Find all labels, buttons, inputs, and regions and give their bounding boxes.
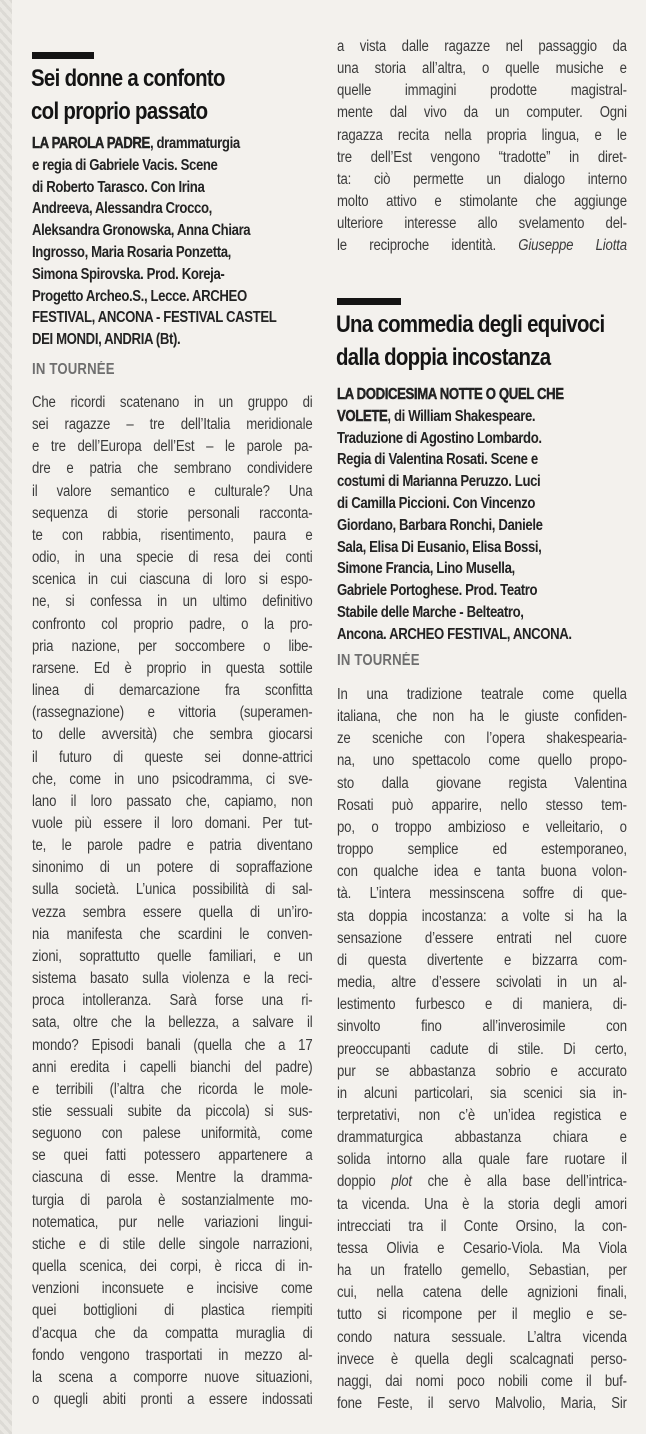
text-line: con qualche idea e tanta buona volon- bbox=[337, 863, 627, 881]
text-line: sinvolto fino all’inverosimile con bbox=[337, 1018, 627, 1036]
text-line: costumi di Marianna Peruzzo. Luci bbox=[337, 473, 541, 491]
text-line: ta vicenda. Una è la storia degli amori bbox=[337, 1195, 627, 1213]
text-line: lestimento furbesco e di maniera, di- bbox=[337, 996, 627, 1014]
article1-credits bbox=[32, 133, 313, 351]
article1-title-line1: Sei donne a confonto bbox=[31, 65, 225, 92]
text-line: vuole più essere il loro domani. Per tut- bbox=[32, 814, 313, 832]
text-line: di Roberto Tarasco. Con Irina bbox=[32, 178, 205, 196]
text-line: venzioni inconsuete e incisive come bbox=[32, 1280, 313, 1298]
text-line: tutto si ricompone per il meglio e se- bbox=[337, 1306, 627, 1324]
article2-title-line1: Una commedia degli equivoci bbox=[336, 311, 605, 338]
text-line: tre dell’Est vengono “tradotte” in diret- bbox=[337, 148, 627, 166]
text-line: e terribili (l’altra che ricorda le mole- bbox=[32, 1080, 313, 1098]
text-line bbox=[32, 133, 313, 155]
text-line: ta: ciò permette un dialogo interno bbox=[337, 170, 627, 188]
text-line: media, altre d’essere scivolati in un al- bbox=[337, 974, 627, 992]
text-line: una storia all’altra, o quelle musiche e bbox=[337, 60, 627, 78]
text-line: ne, si confessa in un ultimo definitivo bbox=[32, 593, 313, 611]
text-line: Che ricordi scatenano in un gruppo di bbox=[32, 394, 313, 411]
text-line: Simone Francia, Lino Musella, bbox=[337, 560, 515, 578]
text-segment: , drammaturgia bbox=[149, 135, 240, 152]
text-line: vezza sembra essere quella di un’iro- bbox=[32, 903, 313, 921]
article2-tournee-label: IN TOURNÉE bbox=[337, 652, 420, 669]
text-line: a vista dalle ragazze nel passaggio da bbox=[337, 38, 627, 55]
article2-credits bbox=[337, 384, 627, 646]
text-line: solida intorno alla quale fare ruotare il bbox=[337, 1151, 627, 1169]
text-line: molto attivo e stimolante che aggiunge bbox=[337, 193, 627, 211]
text-line: quei bottiglioni di plastica riempiti bbox=[32, 1302, 313, 1320]
article1-body-column2 bbox=[337, 36, 627, 258]
text-line: Progetto Archeo.S., Lecce. ARCHEO bbox=[32, 287, 247, 305]
text-line: quelle immagini prodotte magistral- bbox=[337, 82, 627, 100]
text-line bbox=[337, 235, 627, 257]
text-line: Aleksandra Gronowska, Anna Chiara bbox=[32, 222, 251, 240]
article2-title bbox=[336, 308, 626, 374]
text-line: zioni, soprattutto quelle familiari, e un bbox=[32, 947, 313, 965]
text-line: italiana, che non ha le giuste confiden- bbox=[337, 708, 627, 726]
text-line: Ancona. ARCHEO FESTIVAL, ANCONA. bbox=[337, 625, 572, 643]
text-line: Gabriele Portoghese. Prod. Teatro bbox=[337, 582, 538, 600]
text-line: ragazza recita nella propria lingua, e le bbox=[337, 126, 627, 144]
scan-edge-strip bbox=[0, 0, 12, 1434]
text-line: drammaturgica abbastanza chiara e bbox=[337, 1129, 627, 1147]
text-line bbox=[337, 1171, 627, 1193]
text-line: sata, oltre che la bellezza, a salvare il bbox=[32, 1014, 313, 1032]
text-line: ze sceniche con l’opera shakespearia- bbox=[337, 730, 627, 748]
text-line: condo natura sessuale. L’altra vicenda bbox=[337, 1328, 627, 1346]
text-line: DEI MONDI, ANDRIA (Bt). bbox=[32, 331, 181, 349]
text-line: seguono con palese uniformità, come bbox=[32, 1125, 313, 1143]
text-line: il valore semantico e culturale? Una bbox=[32, 482, 313, 500]
text-line: sta doppia incostanza: a volte si ha la bbox=[337, 907, 627, 925]
italic-text: plot bbox=[391, 1173, 412, 1191]
text-line: te con rabbia, risentimento, paura e bbox=[32, 526, 313, 544]
text-line: sequenza di storie personali racconta- bbox=[32, 504, 313, 522]
text-line: odio, in una specie di resa dei conti bbox=[32, 549, 313, 567]
text-line bbox=[337, 384, 627, 406]
text-line: na, uno spettacolo come quello propo- bbox=[337, 752, 627, 770]
text-line: sinonimo di un potere di sopraffazione bbox=[32, 859, 313, 877]
text-line: cui, nella catena delle agnizioni finali, bbox=[337, 1284, 627, 1302]
text-line: stiche e di stile delle singole narrazioni, bbox=[32, 1235, 313, 1253]
text-line: scenica in cui ciascuna di loro si espo- bbox=[32, 571, 313, 589]
text-line: Giordano, Barbara Ronchi, Daniele bbox=[337, 516, 543, 534]
text-line: sto dalla giovane regista Valentina bbox=[337, 774, 627, 792]
text-line: intrecciati tra il Conte Orsino, la con- bbox=[337, 1217, 627, 1235]
text-line: turgia di parola è sostanzialmente mo- bbox=[32, 1191, 313, 1209]
article1-title bbox=[31, 62, 312, 128]
text-line: stie sessuali subite da piccola) si sus- bbox=[32, 1103, 313, 1120]
text-line: di Camilla Piccioni. Con Vincenzo bbox=[337, 494, 535, 512]
text-line: e regia di Gabriele Vacis. Scene bbox=[32, 156, 218, 174]
text-line: ulteriore interesse allo svelamento del- bbox=[337, 215, 627, 233]
show-title: LA DODICESIMA NOTTE O QUEL CHE bbox=[337, 386, 564, 403]
text-line: se quei fatti potessero appartenere a bbox=[32, 1147, 313, 1165]
text-line: In una tradizione teatrale come quella bbox=[337, 686, 627, 703]
text-line: dre e patria che sembrano condividere bbox=[32, 460, 313, 478]
text-line: fone Feste, il servo Malvolio, Maria, Sir bbox=[337, 1395, 627, 1412]
text-line: rarsene. Ed è proprio in questa sottile bbox=[32, 659, 313, 677]
text-line: sistema basato sulla violenza e la reci- bbox=[32, 970, 313, 988]
text-line: anni eredita i capelli bianchi del padre) bbox=[32, 1058, 313, 1076]
text-line: (rassegnazione) e vittoria (superamen- bbox=[32, 704, 313, 722]
italic-text: Giuseppe Liotta bbox=[518, 237, 627, 255]
text-line: confronto col proprio padre, o la pro- bbox=[32, 615, 313, 633]
text-line: te, le parole padre e patria diventano bbox=[32, 837, 313, 855]
text-line: nia manifesta che scardini le conven- bbox=[32, 925, 313, 943]
article2-rule bbox=[337, 298, 401, 305]
text-line: to delle avversità) che sembra giocarsi bbox=[32, 726, 313, 744]
text-line: FESTIVAL, ANCONA - FESTIVAL CASTEL bbox=[32, 309, 277, 327]
article1-title-line2: col proprio passato bbox=[31, 98, 208, 125]
text-line: naggi, dai nomi poco nobili come il buf- bbox=[337, 1372, 627, 1390]
text-line: pria nazione, per soccombere o libe- bbox=[32, 637, 313, 655]
text-line: in alcuni particolari, sia scenici sia in- bbox=[337, 1084, 627, 1102]
text-line: fondo vengono trasportati in mezzo al- bbox=[32, 1346, 313, 1364]
text-line: o quegli abiti pronti a essere indossati bbox=[32, 1391, 313, 1409]
text-line: tà. L’intera messinscena soffre di que- bbox=[337, 885, 627, 903]
text-line: Stabile delle Marche - Belteatro, bbox=[337, 603, 524, 621]
article1-rule bbox=[32, 52, 94, 59]
article1-tournee-label: IN TOURNÉE bbox=[32, 361, 115, 378]
text-line: sei ragazze – tre dell’Italia meridionale bbox=[32, 416, 313, 434]
text-line: d’acqua che da compatta muraglia di bbox=[32, 1324, 313, 1342]
article1-body-column1 bbox=[32, 392, 313, 1411]
text-line bbox=[337, 406, 627, 428]
text-line: sensazione d’essere entrati nel cuore bbox=[337, 929, 627, 947]
text-line: troppo semplice ed estemporaneo, bbox=[337, 841, 627, 859]
text-line: pur se abbastanza sobrio e accurato bbox=[337, 1062, 627, 1080]
text-line: sulla società. L’unica possibilità di sal- bbox=[32, 881, 313, 899]
text-line: Regia di Valentina Rosati. Scene e bbox=[337, 451, 538, 469]
text-line: po, o troppo ambizioso e velleitario, o bbox=[337, 818, 627, 836]
show-title: VOLETE bbox=[337, 407, 388, 425]
show-title: LA PAROLA PADRE bbox=[32, 135, 150, 152]
text-segment: che è alla base dell’intrica- bbox=[411, 1173, 627, 1191]
text-line: terpretativi, non c’è un’idea registica e bbox=[337, 1106, 627, 1124]
article2-title-line2: dalla doppia incostanza bbox=[336, 344, 551, 371]
text-line: Ingrosso, Maria Rosaria Ponzetta, bbox=[32, 243, 231, 261]
text-line: e tre dell’Europa dell’Est – le parole pa- bbox=[32, 438, 313, 456]
text-line: Rosati può apparire, nello stesso tem- bbox=[337, 796, 627, 814]
text-line: la scena a comporre nuove situazioni, bbox=[32, 1368, 313, 1386]
text-line: invece è quella degli scalcagnati perso- bbox=[337, 1350, 627, 1368]
text-line: il futuro di queste sei donne-attrici bbox=[32, 748, 313, 766]
text-line: quella scenica, dei corpi, è ricca di in- bbox=[32, 1258, 313, 1276]
text-line: Simona Spirovska. Prod. Koreja- bbox=[32, 265, 225, 283]
text-line: ha un fratello gemello, Sebastian, per bbox=[337, 1262, 627, 1280]
text-line: ciascuna di esse. Mentre la dramma- bbox=[32, 1169, 313, 1187]
text-line: notematica, pur nelle variazioni lingui- bbox=[32, 1213, 313, 1231]
text-line: linea di demarcazione fra sconfitta bbox=[32, 682, 313, 700]
text-segment: le reciproche identità. bbox=[337, 237, 519, 255]
text-line: mondo? Episodi banali (quella che a 17 bbox=[32, 1036, 313, 1054]
text-line: preoccupanti cadute di stile. Di certo, bbox=[337, 1040, 627, 1058]
text-segment: , di William Shakespeare. bbox=[387, 407, 536, 425]
text-line: di questa divertente e bizzarra com- bbox=[337, 951, 627, 969]
text-line: lano il loro passato che, capiamo, non bbox=[32, 792, 313, 810]
text-line: Sala, Elisa Di Eusanio, Elisa Bossi, bbox=[337, 538, 542, 556]
text-line: tessa Olivia e Cesario-Viola. Ma Viola bbox=[337, 1239, 627, 1257]
text-line: che, come in uno psicodramma, ci sve- bbox=[32, 770, 313, 788]
text-line: Andreeva, Alessandra Crocco, bbox=[32, 200, 212, 218]
text-line: mente dal vivo da un computer. Ogni bbox=[337, 104, 627, 122]
text-line: Traduzione di Agostino Lombardo. bbox=[337, 429, 542, 447]
text-segment: doppio bbox=[337, 1173, 392, 1191]
text-line: proca intolleranza. Sarà forse una ri- bbox=[32, 992, 313, 1010]
article2-body bbox=[337, 684, 627, 1415]
